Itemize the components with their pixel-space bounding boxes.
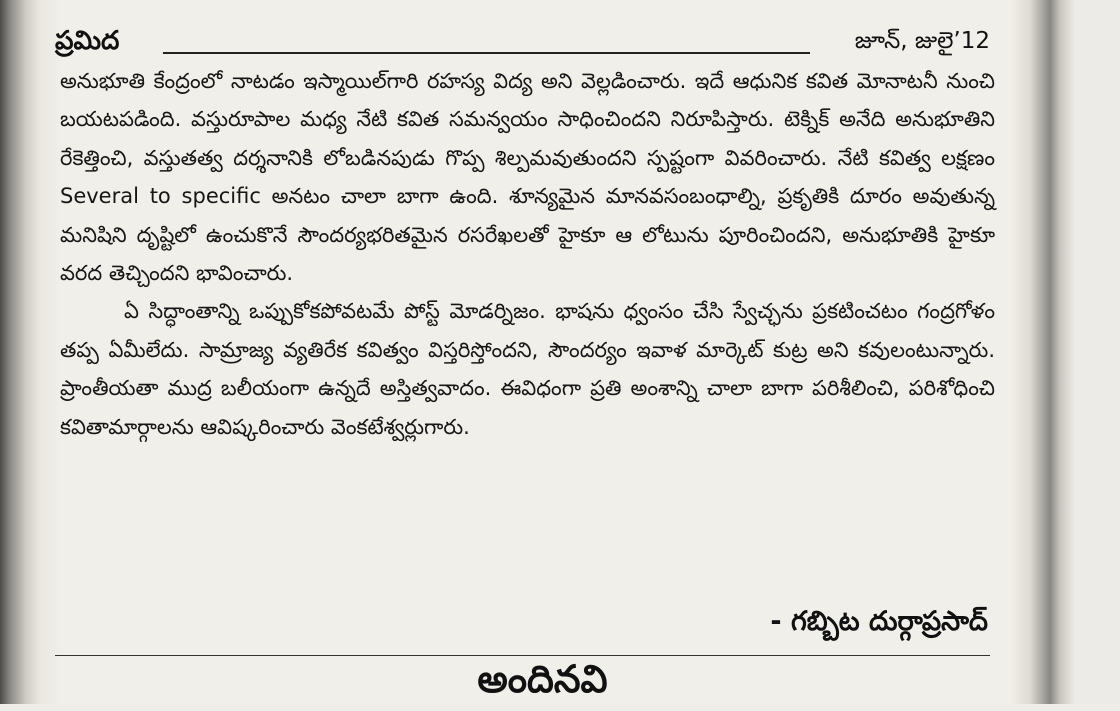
article-paragraph-1: అనుభూతి కేంద్రంలో నాటడం ఇస్మాయిల్‌గారి రహస్య విద్య అని వెల్లడించారు. ఇదే ఆధునిక కవిత మోనాటనీ నుంచి బయటపడింది. వస్తురూపాల మధ్య నేటి కవిత సమన్వయం సాధించిందని నిరూపిస్తారు. టెక్నిక్ అనేది అనుభూతిని రేకెత్తించి, వస్తుతత్వ దర్శనానికి లోబడినపుడు గొప్ప శిల్పమవుతుందని స్పష్టంగా వివరించారు. నేటి కవిత్వ లక్షణం Several to specific అనటం చాలా బాగా ఉంది. శూన్యమైన మానవసంబంధాల్ని, ప్రకృతికి దూరం అవుతున్న మనిషిని దృష్టిలో ఉంచుకొనే సౌందర్యభరితమైన రసరేఖలతో హైకూ ఆ లోటును పూరించిందని, అనుభూతికి హైకూ వరద తెచ్చిందని భావించారు. xyxy=(60,69,995,286)
header-rule xyxy=(163,52,810,54)
publication-name: ప్రమిద xyxy=(55,26,120,56)
section-divider xyxy=(55,655,990,656)
article-body xyxy=(60,62,995,446)
article-paragraph-2: ఏ సిద్ధాంతాన్ని ఒప్పుకోకపోవటమే పోస్ట్ మోడర్నిజం. భాషను ధ్వంసం చేసి స్వేచ్ఛను ప్రకటించటం గంద్రగోళం తప్ప ఏమీలేదు. సామ్రాజ్య వ్యతిరేక కవిత్వం విస్తరిస్తోందని, సౌందర్యం ఇవాళ మార్కెట్ కుట్ర అని కవులంటున్నారు. ప్రాంతీయతా ముద్ర బలీయంగా ఉన్నదే అస్తిత్వవాదం. ఈవిధంగా ప్రతి అంశాన్ని చాలా బాగా పరిశీలించి, పరిశోధించి కవితామార్గాలను ఆవిష్కరించారు వెంకటేశ్వర్లుగారు. xyxy=(60,299,995,439)
author-signature: - గబ్బిట దుర్గాప్రసాద్ xyxy=(770,606,988,637)
page-header xyxy=(55,26,990,58)
issue-date: జూన్, జులై’12 xyxy=(854,28,990,54)
next-section-title: అందినవి xyxy=(477,657,608,701)
